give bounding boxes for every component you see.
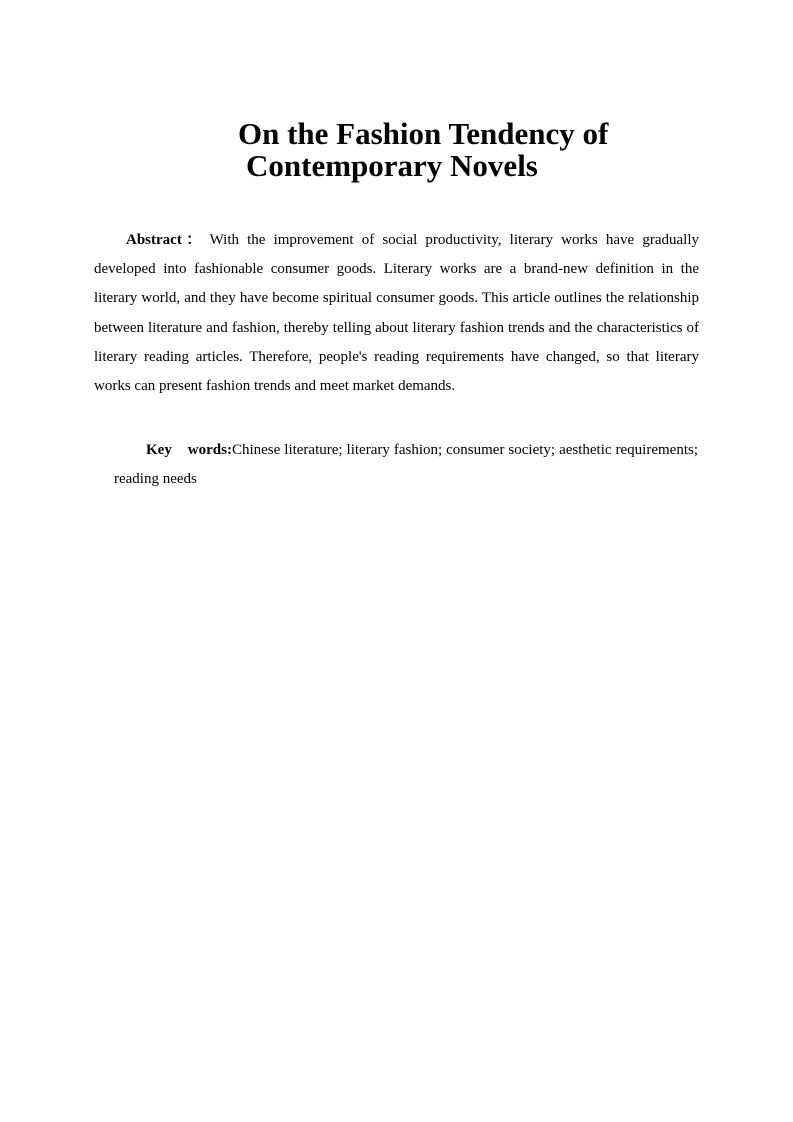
title-line-2: Contemporary Novels (246, 148, 538, 183)
document-title (0, 118, 793, 182)
abstract-label: Abstract： (126, 232, 206, 248)
abstract-paragraph (94, 226, 699, 401)
keywords-paragraph (114, 436, 698, 494)
abstract-text: With the improvement of social productivity, literary works have gradually developed into fashionable consumer goods. Literary works are a brand-new definition in the literary world, and they have become spiritual consumer goods. This article outlines the relationship between literature and fashion, thereby telling about literary fashion trends and the characteristics of literary reading articles. Therefore, people's reading requirements have changed, so that literary works can present fashion trends and meet market demands. (94, 232, 699, 395)
keywords-label: Key words: (146, 442, 232, 458)
keywords-text: Chinese literature; literary fashion; consumer society; aesthetic requirements; reading needs (114, 442, 698, 487)
title-line-1: On the Fashion Tendency of (238, 116, 609, 151)
